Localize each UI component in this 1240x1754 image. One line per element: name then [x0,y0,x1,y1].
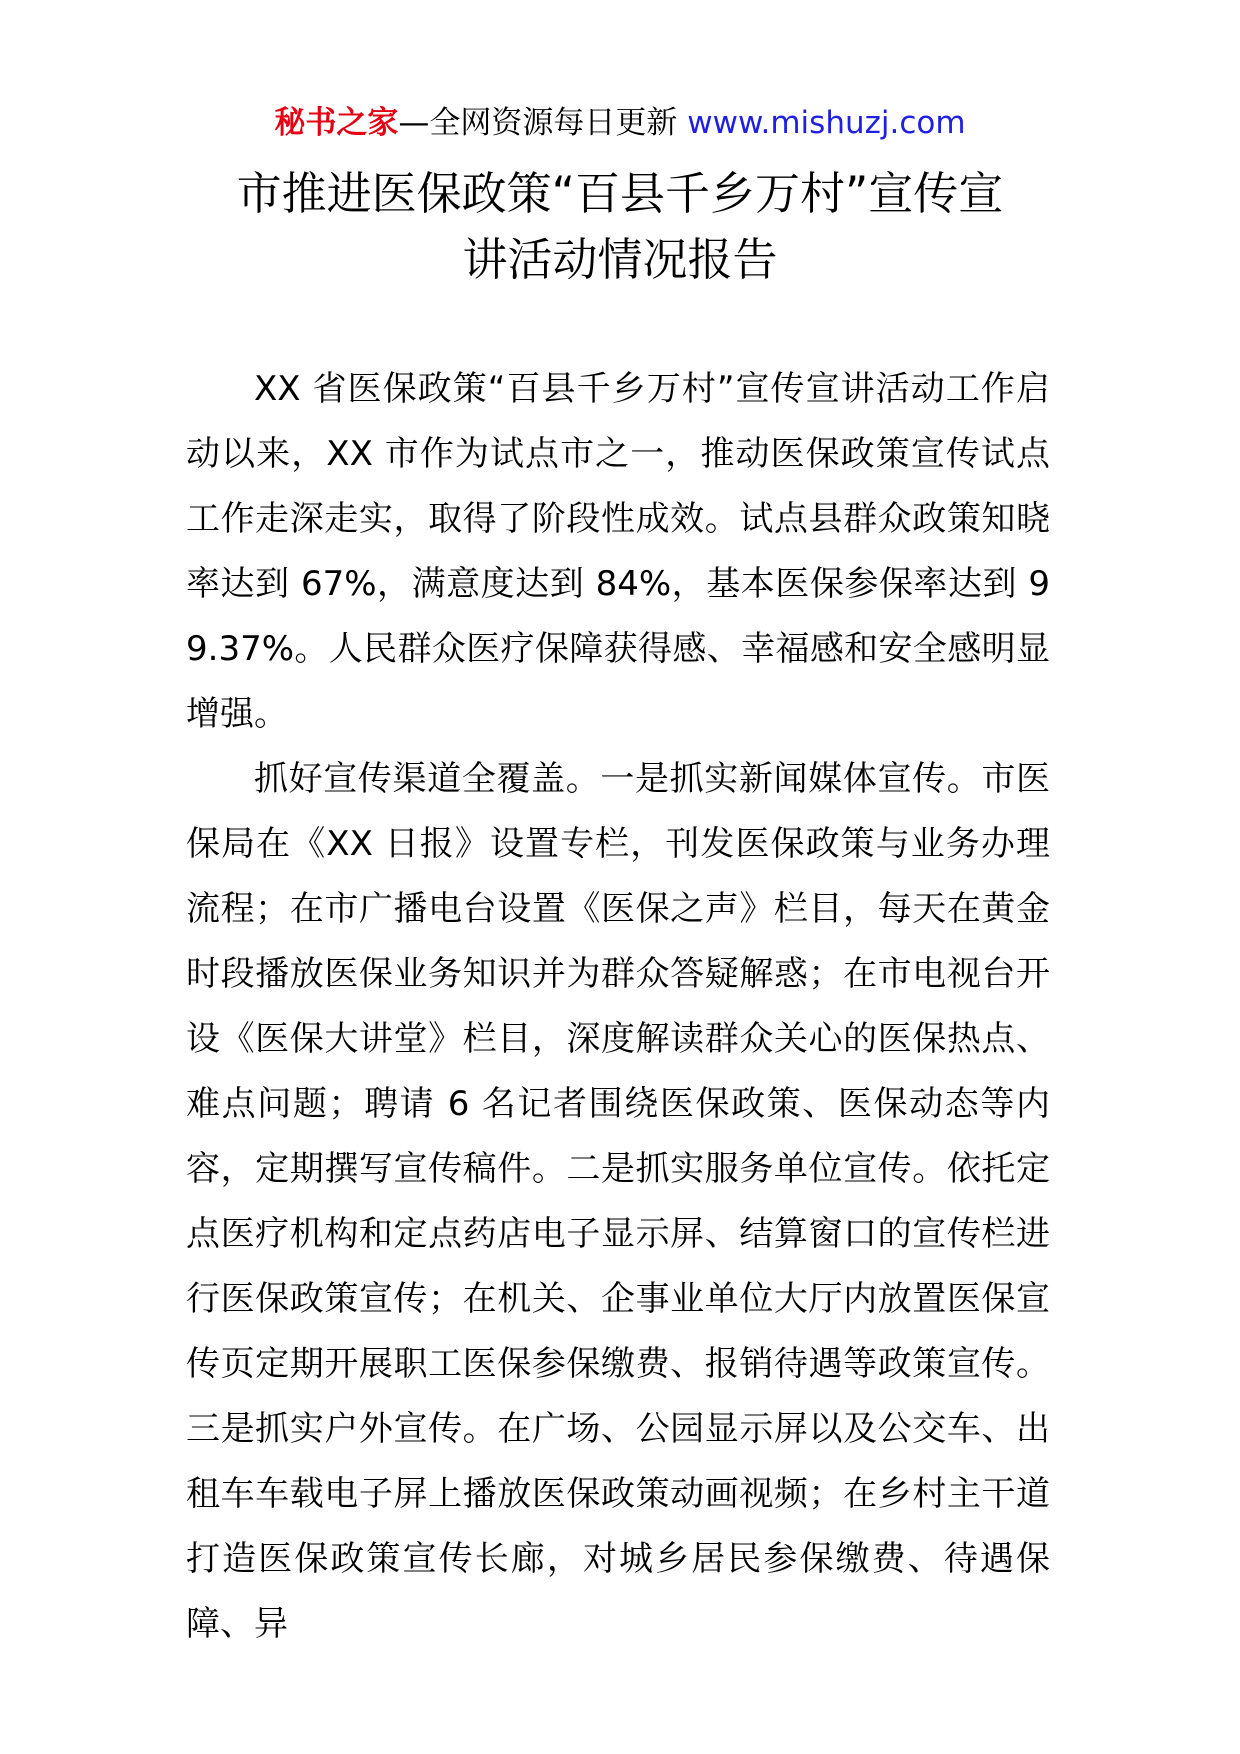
paragraph-publicity-channels: 抓好宣传渠道全覆盖。一是抓实新闻媒体宣传。市医保局在《XX 日报》设置专栏，刊发医保政策与业务办理流程；在市广播电台设置《医保之声》栏目，每天在黄金时段播放医保业务知识并为群众答疑解惑；在市电视台开设《医保大讲堂》栏目，深度解读群众关心的医保热点、难点问题；聘请 6 名记者围绕医保政策、医保动态等内容，定期撰写宣传稿件。二是抓实服务单位宣传。依托定点医疗机构和定点药店电子显示屏、结算窗口的宣传栏进行医保政策宣传；在机关、企事业单位大厅内放置医保宣传页定期开展职工医保参保缴费、报销待遇等政策宣传。三是抓实户外宣传。在广场、公园显示屏以及公交车、出租车车载电子屏上播放医保政策动画视频；在乡村主干道打造医保政策宣传长廊，对城乡居民参保缴费、待遇保障、异 [186,759,1050,1644]
site-header [0,101,1240,145]
document-title-line-1: 市推进医保政策“百县千乡万村”宣传宣 [236,167,1004,220]
document-title [190,161,1050,293]
document-title-line-2: 讲活动情况报告 [462,233,778,286]
site-tagline: —全网资源每日更新 [398,105,688,141]
site-url-link[interactable]: www.mishuzj.com [687,105,966,141]
site-brand: 秘书之家 [274,105,399,141]
paragraph-intro: XX 省医保政策“百县千乡万村”宣传宣讲活动工作启动以来，XX 市作为试点市之一，推动医保政策宣传试点工作走深走实，取得了阶段性成效。试点县群众政策知晓率达到 67%，满意度达到 84%，基本医保参保率达到 99.37%。人民群众医疗保障获得感、幸福感和安全感明显增强。 [186,369,1050,734]
document-body [186,357,1050,1657]
